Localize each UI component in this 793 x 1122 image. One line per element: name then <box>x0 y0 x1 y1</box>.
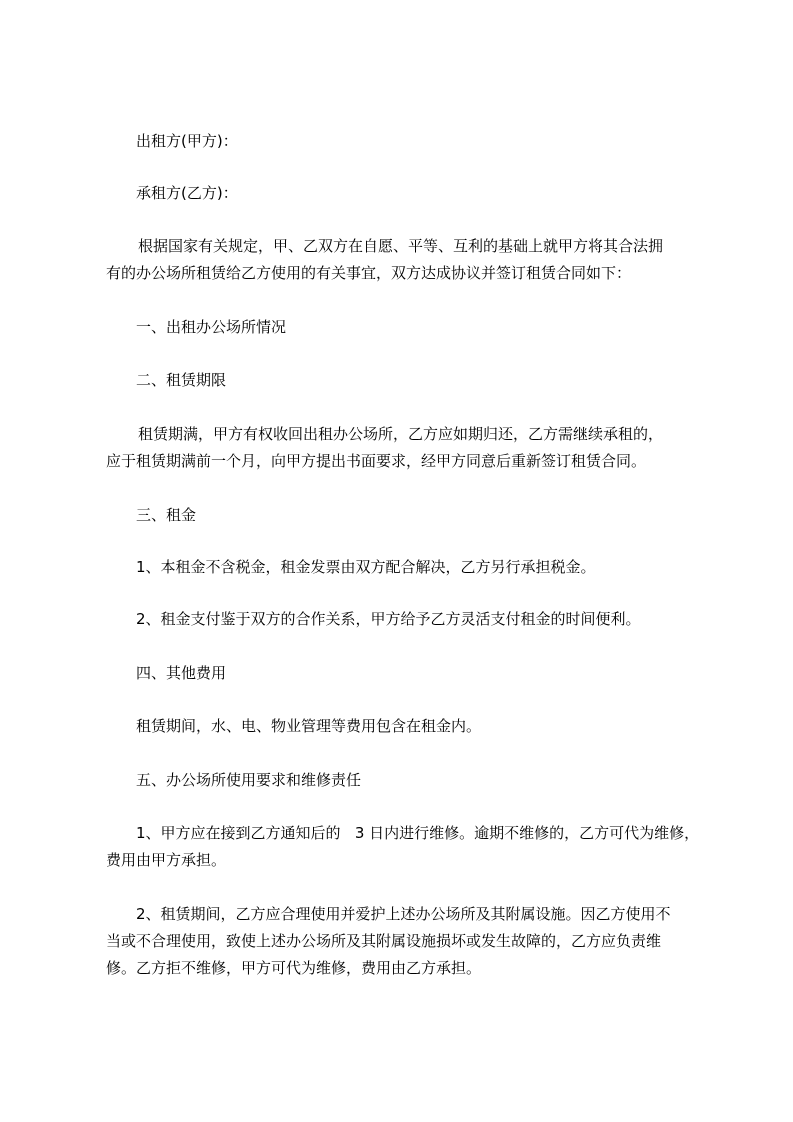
section-title-5: 五、办公场所使用要求和维修责任 <box>136 771 362 789</box>
rent-item-1: 1、本租金不含税金，租金发票由双方配合解决，乙方另行承担税金。 <box>136 558 596 576</box>
intro-line-2: 有的办公场所租赁给乙方使用的有关事宜，双方达成协议并签订租赁合同如下： <box>106 264 632 282</box>
term-line-2: 应于租赁期满前一个月，向甲方提出书面要求，经甲方同意后重新签订租赁合同。 <box>106 452 647 470</box>
repair-item-1-line-2: 费用由甲方承担。 <box>106 851 227 869</box>
repair-item-1-line-1: 1、甲方应在接到乙方通知后的 3 日内进行维修。逾期不维修的，乙方可代为维修， <box>136 824 700 842</box>
repair-item-2-line-3: 修。乙方拒不维修，甲方可代为维修，费用由乙方承担。 <box>106 959 482 977</box>
lessee-label: 承租方(乙方)： <box>136 184 238 202</box>
repair-item-2-line-2: 当或不合理使用，致使上述办公场所及其附属设施损坏或发生故障的，乙方应负责维 <box>106 932 662 950</box>
section-title-3: 三、租金 <box>136 506 197 524</box>
term-line-1: 租赁期满，甲方有权收回出租办公场所，乙方应如期归还，乙方需继续承租的， <box>138 425 664 443</box>
section-title-4: 四、其他费用 <box>136 664 227 682</box>
rent-item-2: 2、租金支付鉴于双方的合作关系，甲方给予乙方灵活支付租金的时间便利。 <box>136 610 641 628</box>
section-title-1: 一、出租办公场所情况 <box>136 318 287 336</box>
intro-line-1: 根据国家有关规定，甲、乙双方在自愿、平等、互利的基础上就甲方将其合法拥 <box>138 237 664 255</box>
repair-item-2-line-1: 2、租赁期间，乙方应合理使用并爱护上述办公场所及其附属设施。因乙方使用不 <box>136 905 671 923</box>
section-title-2: 二、租赁期限 <box>136 371 227 389</box>
other-fees-text: 租赁期间，水、电、物业管理等费用包含在租金内。 <box>136 717 482 735</box>
lessor-label: 出租方(甲方)： <box>136 132 238 150</box>
